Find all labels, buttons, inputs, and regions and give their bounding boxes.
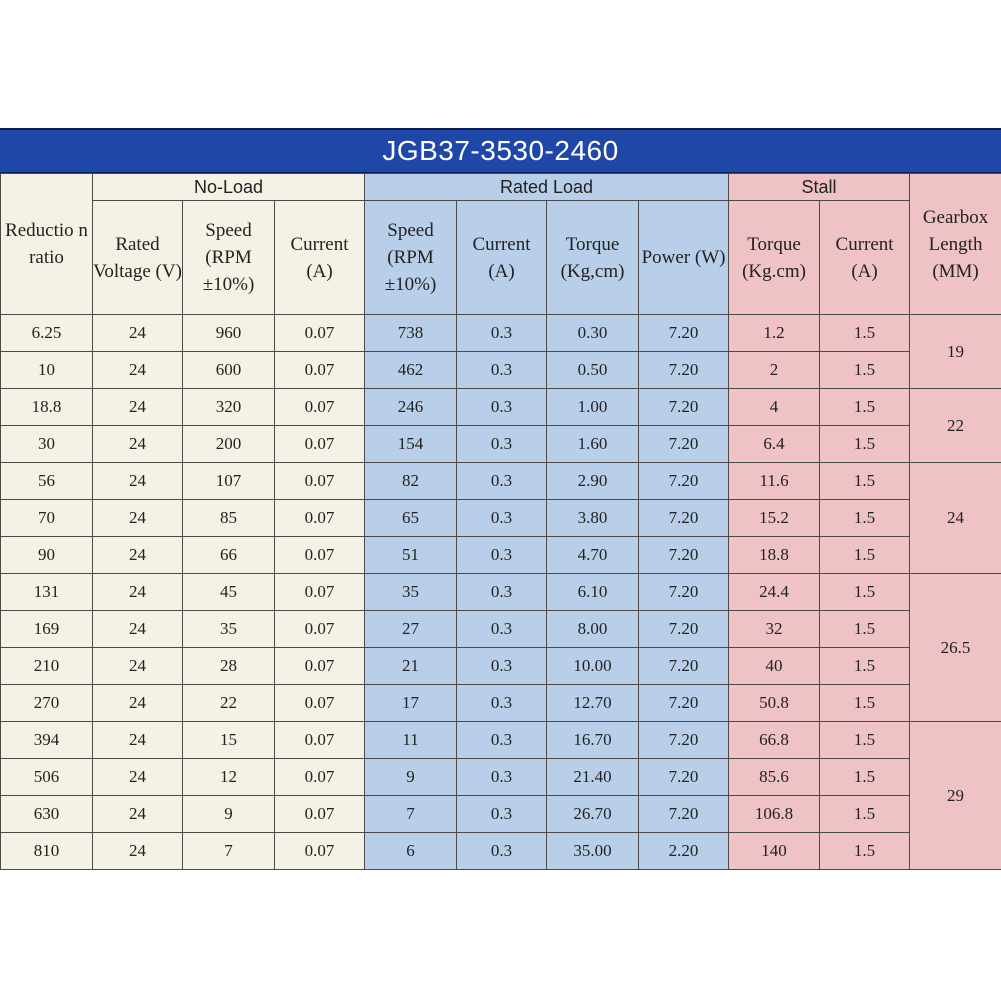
cell-no-load-speed: 28	[183, 648, 275, 685]
cell-no-load-speed: 45	[183, 574, 275, 611]
cell-rated-voltage: 24	[93, 722, 183, 759]
cell-rated-speed: 17	[365, 685, 457, 722]
cell-stall-torque: 40	[729, 648, 820, 685]
header-rated-current: Current (A)	[457, 201, 547, 315]
cell-rated-speed: 9	[365, 759, 457, 796]
cell-rated-voltage: 24	[93, 500, 183, 537]
cell-rated-voltage: 24	[93, 537, 183, 574]
cell-no-load-current: 0.07	[275, 574, 365, 611]
header-reduction-ratio: Reductio n ratio	[1, 174, 93, 315]
cell-rated-current: 0.3	[457, 833, 547, 870]
cell-reduction-ratio: 6.25	[1, 315, 93, 352]
cell-rated-power: 7.20	[639, 426, 729, 463]
table-row	[1, 537, 1001, 574]
cell-stall-current: 1.5	[820, 722, 910, 759]
cell-reduction-ratio: 70	[1, 500, 93, 537]
cell-no-load-speed: 7	[183, 833, 275, 870]
cell-stall-current: 1.5	[820, 389, 910, 426]
cell-rated-power: 7.20	[639, 722, 729, 759]
table-row	[1, 426, 1001, 463]
cell-no-load-speed: 960	[183, 315, 275, 352]
cell-rated-current: 0.3	[457, 648, 547, 685]
cell-reduction-ratio: 30	[1, 426, 93, 463]
cell-rated-current: 0.3	[457, 315, 547, 352]
cell-reduction-ratio: 18.8	[1, 389, 93, 426]
cell-no-load-current: 0.07	[275, 722, 365, 759]
header-stall-current: Current (A)	[820, 201, 910, 315]
cell-no-load-speed: 22	[183, 685, 275, 722]
cell-stall-current: 1.5	[820, 500, 910, 537]
cell-rated-torque: 12.70	[547, 685, 639, 722]
cell-rated-torque: 1.00	[547, 389, 639, 426]
cell-rated-torque: 16.70	[547, 722, 639, 759]
cell-rated-power: 7.20	[639, 796, 729, 833]
cell-rated-power: 2.20	[639, 833, 729, 870]
cell-rated-torque: 6.10	[547, 574, 639, 611]
cell-stall-current: 1.5	[820, 796, 910, 833]
cell-rated-power: 7.20	[639, 463, 729, 500]
cell-rated-speed: 7	[365, 796, 457, 833]
cell-stall-torque: 18.8	[729, 537, 820, 574]
cell-reduction-ratio: 90	[1, 537, 93, 574]
cell-rated-power: 7.20	[639, 352, 729, 389]
cell-rated-speed: 462	[365, 352, 457, 389]
cell-rated-current: 0.3	[457, 352, 547, 389]
cell-stall-torque: 50.8	[729, 685, 820, 722]
cell-rated-torque: 1.60	[547, 426, 639, 463]
table-row	[1, 759, 1001, 796]
cell-rated-power: 7.20	[639, 389, 729, 426]
cell-rated-current: 0.3	[457, 426, 547, 463]
table-row	[1, 648, 1001, 685]
group-no-load: No-Load	[93, 174, 365, 201]
cell-no-load-current: 0.07	[275, 500, 365, 537]
cell-no-load-current: 0.07	[275, 648, 365, 685]
cell-no-load-speed: 9	[183, 796, 275, 833]
cell-stall-current: 1.5	[820, 352, 910, 389]
cell-rated-power: 7.20	[639, 685, 729, 722]
table-row	[1, 574, 1001, 611]
table-body	[1, 315, 1001, 870]
cell-no-load-current: 0.07	[275, 352, 365, 389]
cell-reduction-ratio: 131	[1, 574, 93, 611]
cell-reduction-ratio: 630	[1, 796, 93, 833]
cell-rated-torque: 4.70	[547, 537, 639, 574]
table-row	[1, 833, 1001, 870]
cell-no-load-speed: 320	[183, 389, 275, 426]
cell-rated-current: 0.3	[457, 463, 547, 500]
cell-stall-current: 1.5	[820, 685, 910, 722]
cell-rated-current: 0.3	[457, 611, 547, 648]
cell-no-load-current: 0.07	[275, 315, 365, 352]
table-row	[1, 722, 1001, 759]
cell-no-load-current: 0.07	[275, 463, 365, 500]
cell-rated-power: 7.20	[639, 648, 729, 685]
table-title: JGB37-3530-2460	[0, 128, 1001, 173]
cell-stall-current: 1.5	[820, 611, 910, 648]
cell-stall-torque: 2	[729, 352, 820, 389]
cell-rated-power: 7.20	[639, 500, 729, 537]
cell-rated-torque: 2.90	[547, 463, 639, 500]
cell-stall-torque: 85.6	[729, 759, 820, 796]
cell-rated-voltage: 24	[93, 463, 183, 500]
cell-gearbox-length: 24	[910, 463, 1001, 574]
cell-rated-speed: 27	[365, 611, 457, 648]
cell-no-load-current: 0.07	[275, 426, 365, 463]
cell-no-load-current: 0.07	[275, 389, 365, 426]
cell-gearbox-length: 29	[910, 722, 1001, 870]
cell-rated-power: 7.20	[639, 574, 729, 611]
cell-rated-voltage: 24	[93, 833, 183, 870]
cell-rated-current: 0.3	[457, 537, 547, 574]
cell-no-load-speed: 107	[183, 463, 275, 500]
cell-rated-speed: 6	[365, 833, 457, 870]
header-stall-torque: Torque (Kg.cm)	[729, 201, 820, 315]
cell-stall-torque: 4	[729, 389, 820, 426]
cell-stall-current: 1.5	[820, 759, 910, 796]
group-rated-load: Rated Load	[365, 174, 729, 201]
cell-rated-voltage: 24	[93, 685, 183, 722]
cell-no-load-current: 0.07	[275, 796, 365, 833]
table-row	[1, 389, 1001, 426]
cell-no-load-current: 0.07	[275, 759, 365, 796]
cell-rated-torque: 26.70	[547, 796, 639, 833]
cell-rated-current: 0.3	[457, 722, 547, 759]
cell-rated-current: 0.3	[457, 574, 547, 611]
table-row	[1, 315, 1001, 352]
cell-rated-speed: 51	[365, 537, 457, 574]
cell-stall-torque: 24.4	[729, 574, 820, 611]
cell-rated-power: 7.20	[639, 315, 729, 352]
cell-stall-torque: 32	[729, 611, 820, 648]
header-no-load-current: Current (A)	[275, 201, 365, 315]
cell-rated-speed: 246	[365, 389, 457, 426]
cell-stall-torque: 15.2	[729, 500, 820, 537]
cell-rated-voltage: 24	[93, 352, 183, 389]
cell-rated-current: 0.3	[457, 500, 547, 537]
cell-rated-speed: 82	[365, 463, 457, 500]
cell-rated-torque: 0.50	[547, 352, 639, 389]
header-rated-torque: Torque (Kg,cm)	[547, 201, 639, 315]
cell-no-load-current: 0.07	[275, 833, 365, 870]
cell-reduction-ratio: 270	[1, 685, 93, 722]
cell-stall-torque: 6.4	[729, 426, 820, 463]
cell-reduction-ratio: 210	[1, 648, 93, 685]
header-rated-voltage: Rated Voltage (V)	[93, 201, 183, 315]
cell-rated-voltage: 24	[93, 315, 183, 352]
cell-rated-speed: 35	[365, 574, 457, 611]
table-row	[1, 463, 1001, 500]
cell-rated-voltage: 24	[93, 759, 183, 796]
cell-rated-power: 7.20	[639, 537, 729, 574]
table-row	[1, 611, 1001, 648]
cell-rated-speed: 11	[365, 722, 457, 759]
cell-rated-voltage: 24	[93, 611, 183, 648]
cell-rated-voltage: 24	[93, 389, 183, 426]
cell-reduction-ratio: 56	[1, 463, 93, 500]
cell-reduction-ratio: 810	[1, 833, 93, 870]
cell-no-load-current: 0.07	[275, 611, 365, 648]
cell-rated-voltage: 24	[93, 648, 183, 685]
cell-stall-current: 1.5	[820, 426, 910, 463]
group-stall: Stall	[729, 174, 910, 201]
header-no-load-speed: Speed (RPM ±10%)	[183, 201, 275, 315]
cell-rated-torque: 35.00	[547, 833, 639, 870]
cell-rated-speed: 738	[365, 315, 457, 352]
cell-stall-current: 1.5	[820, 833, 910, 870]
table-row	[1, 685, 1001, 722]
header-rated-power: Power (W)	[639, 201, 729, 315]
cell-gearbox-length: 22	[910, 389, 1001, 463]
spec-sheet	[0, 128, 1001, 870]
cell-rated-current: 0.3	[457, 685, 547, 722]
table-row	[1, 352, 1001, 389]
cell-rated-speed: 65	[365, 500, 457, 537]
cell-gearbox-length: 19	[910, 315, 1001, 389]
cell-stall-torque: 106.8	[729, 796, 820, 833]
cell-rated-voltage: 24	[93, 796, 183, 833]
cell-no-load-speed: 600	[183, 352, 275, 389]
spec-table	[0, 173, 1001, 870]
cell-reduction-ratio: 394	[1, 722, 93, 759]
cell-no-load-speed: 35	[183, 611, 275, 648]
cell-no-load-current: 0.07	[275, 685, 365, 722]
cell-rated-power: 7.20	[639, 611, 729, 648]
cell-rated-torque: 10.00	[547, 648, 639, 685]
cell-stall-current: 1.5	[820, 537, 910, 574]
cell-rated-torque: 21.40	[547, 759, 639, 796]
cell-rated-speed: 154	[365, 426, 457, 463]
cell-gearbox-length: 26.5	[910, 574, 1001, 722]
cell-stall-torque: 140	[729, 833, 820, 870]
cell-stall-current: 1.5	[820, 463, 910, 500]
cell-rated-power: 7.20	[639, 759, 729, 796]
cell-reduction-ratio: 506	[1, 759, 93, 796]
cell-stall-current: 1.5	[820, 574, 910, 611]
cell-reduction-ratio: 169	[1, 611, 93, 648]
cell-no-load-speed: 12	[183, 759, 275, 796]
cell-stall-current: 1.5	[820, 648, 910, 685]
cell-rated-torque: 0.30	[547, 315, 639, 352]
cell-no-load-speed: 200	[183, 426, 275, 463]
cell-no-load-current: 0.07	[275, 537, 365, 574]
cell-stall-current: 1.5	[820, 315, 910, 352]
cell-rated-current: 0.3	[457, 796, 547, 833]
cell-no-load-speed: 66	[183, 537, 275, 574]
cell-reduction-ratio: 10	[1, 352, 93, 389]
cell-stall-torque: 1.2	[729, 315, 820, 352]
header-gearbox-length: Gearbox Length (MM)	[910, 174, 1001, 315]
cell-no-load-speed: 85	[183, 500, 275, 537]
table-row	[1, 796, 1001, 833]
cell-rated-torque: 3.80	[547, 500, 639, 537]
cell-rated-torque: 8.00	[547, 611, 639, 648]
cell-stall-torque: 11.6	[729, 463, 820, 500]
cell-stall-torque: 66.8	[729, 722, 820, 759]
cell-rated-current: 0.3	[457, 389, 547, 426]
cell-rated-voltage: 24	[93, 574, 183, 611]
header-rated-speed: Speed (RPM ±10%)	[365, 201, 457, 315]
table-row	[1, 500, 1001, 537]
cell-rated-current: 0.3	[457, 759, 547, 796]
cell-no-load-speed: 15	[183, 722, 275, 759]
cell-rated-voltage: 24	[93, 426, 183, 463]
cell-rated-speed: 21	[365, 648, 457, 685]
